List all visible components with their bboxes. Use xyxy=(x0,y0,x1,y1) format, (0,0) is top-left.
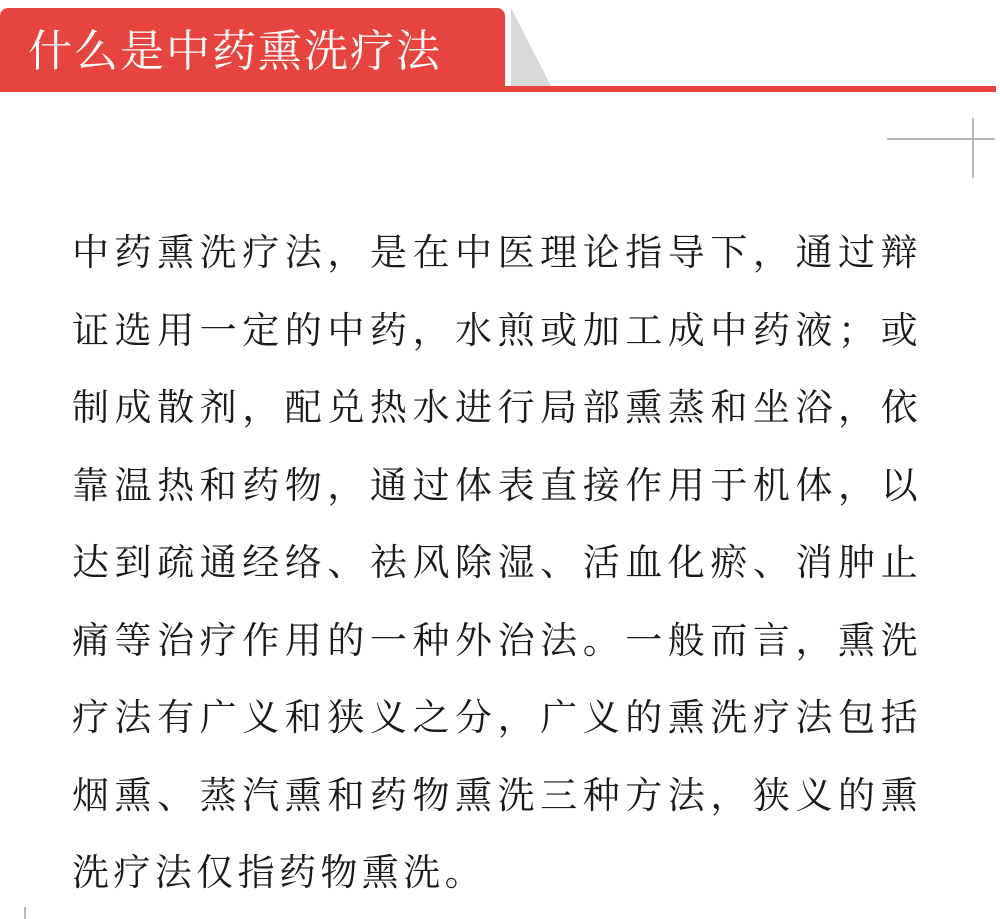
section-header-tab xyxy=(0,8,505,86)
header-divider-line xyxy=(0,86,996,92)
corner-crosshair-horizontal xyxy=(887,138,995,140)
section-title: 什么是中药熏洗疗法 xyxy=(28,26,442,77)
corner-crosshair-vertical xyxy=(972,118,974,178)
corner-mark-bottom-left xyxy=(24,907,26,919)
header-tab-shadow xyxy=(511,8,551,86)
article-paragraph: 中药熏洗疗法，是在中医理论指导下，通过辩证选用一定的中药，水煎或加工成中药液；或制成散剂，配兑热水进行局部熏蒸和坐浴，依靠温热和药物，通过体表直接作用于机体，以达到疏通经络、祛风除湿、活血化瘀、消肿止痛等治疗作用的一种外治法。一般而言，熏洗疗法有广义和狭义之分，广义的熏洗疗法包括烟熏、蒸汽熏和药物熏洗三种方法，狭义的熏洗疗法仅指药物熏洗。 xyxy=(72,231,922,894)
